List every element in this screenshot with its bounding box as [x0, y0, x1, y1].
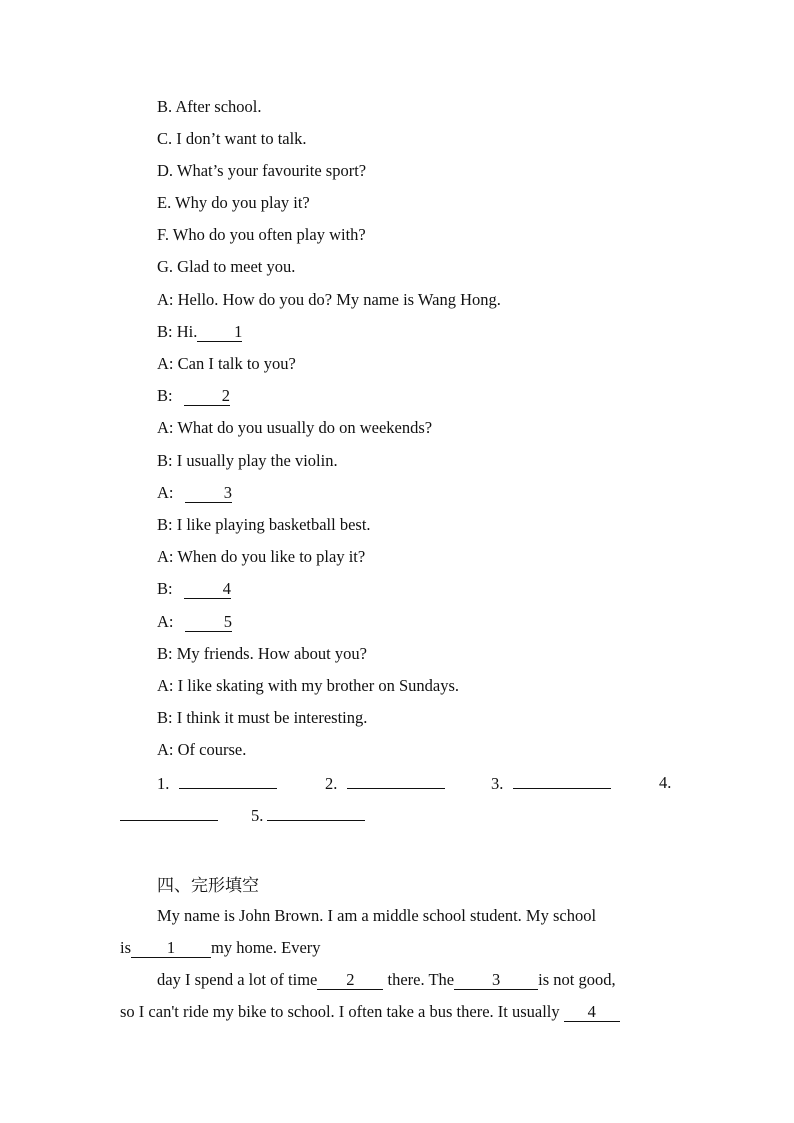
dialogue-text: B: Hi.	[157, 322, 198, 341]
passage-text: there. The	[383, 970, 455, 989]
dialogue-text: B: I usually play the violin.	[157, 451, 338, 470]
dialogue-line	[157, 546, 365, 568]
passage-line	[120, 937, 321, 959]
dialogue-blank: 2	[184, 387, 230, 406]
dialogue-text: A: Of course.	[157, 740, 247, 759]
dialogue-text: A:	[157, 483, 174, 502]
dialogue-line	[157, 289, 501, 311]
dialogue-text: B:	[157, 386, 173, 405]
dialogue-text: A: What do you usually do on weekends?	[157, 418, 433, 437]
option-e: E. Why do you play it?	[157, 193, 310, 212]
answer-slot-4-blank[interactable]	[120, 804, 218, 827]
passage-line	[157, 969, 616, 991]
dialogue-line	[157, 707, 367, 729]
option-c: C. I don’t want to talk.	[157, 129, 307, 148]
cloze-blank: 3	[454, 971, 538, 990]
answer-number: 2.	[325, 774, 338, 793]
dialogue-line	[157, 739, 246, 761]
dialogue-blank: 4	[184, 580, 231, 599]
dialogue-text: B: I think it must be interesting.	[157, 708, 368, 727]
passage-line: My name is John Brown. I am a middle school student. My school	[157, 906, 597, 925]
passage-text: so I can't ride my bike to school. I often take a bus there. It usually	[120, 1002, 564, 1021]
dialogue-line	[157, 643, 367, 665]
answer-number: 4.	[659, 773, 672, 792]
dialogue-line	[157, 482, 232, 504]
passage-line	[120, 1001, 620, 1023]
dialogue-line	[157, 514, 371, 536]
dialogue-text: B: My friends. How about you?	[157, 644, 367, 663]
dialogue-line	[157, 321, 242, 343]
option-b: B. After school.	[157, 97, 262, 116]
answer-slot-5[interactable]	[251, 804, 365, 827]
dialogue-line	[157, 578, 231, 600]
answer-slot-1[interactable]	[157, 772, 277, 795]
dialogue-text: A: When do you like to play it?	[157, 547, 366, 566]
dialogue-blank: 3	[185, 484, 232, 503]
answer-blank[interactable]	[513, 772, 611, 789]
dialogue-line	[157, 611, 232, 633]
dialogue-text: A: Hello. How do you do? My name is Wang Hong.	[157, 290, 501, 309]
dialogue-line	[157, 675, 459, 697]
cloze-blank: 4	[564, 1003, 620, 1022]
option-g: G. Glad to meet you.	[157, 257, 296, 276]
option-f: F. Who do you often play with?	[157, 225, 366, 244]
answer-number: 1.	[157, 774, 170, 793]
passage-text: my home. Every	[211, 938, 321, 957]
answer-number: 3.	[491, 774, 504, 793]
cloze-blank: 2	[317, 971, 383, 990]
answer-slot-3[interactable]	[491, 772, 611, 795]
dialogue-line	[157, 353, 296, 375]
section-heading: 四、完形填空	[157, 876, 259, 896]
dialogue-blank: 5	[185, 613, 232, 632]
dialogue-text: A:	[157, 612, 174, 631]
answer-blank[interactable]	[179, 772, 277, 789]
dialogue-line	[157, 385, 230, 407]
answer-blank[interactable]	[347, 772, 445, 789]
answer-blank[interactable]	[267, 804, 365, 821]
answer-slot-4-number	[659, 772, 671, 794]
answer-slot-2[interactable]	[325, 772, 445, 795]
option-d: D. What’s your favourite sport?	[157, 161, 367, 180]
dialogue-text: B: I like playing basketball best.	[157, 515, 371, 534]
answer-blank[interactable]	[120, 804, 218, 821]
passage-text: is not good,	[538, 970, 616, 989]
dialogue-line	[157, 450, 338, 472]
dialogue-blank: 1	[197, 323, 242, 342]
dialogue-text: A: Can I talk to you?	[157, 354, 296, 373]
dialogue-text: B:	[157, 579, 173, 598]
passage-text: is	[120, 938, 132, 957]
cloze-blank: 1	[131, 939, 211, 958]
passage-text: day I spend a lot of time	[157, 970, 318, 989]
answer-number: 5.	[251, 806, 264, 825]
dialogue-text: A: I like skating with my brother on Sundays.	[157, 676, 460, 695]
dialogue-line	[157, 417, 432, 439]
